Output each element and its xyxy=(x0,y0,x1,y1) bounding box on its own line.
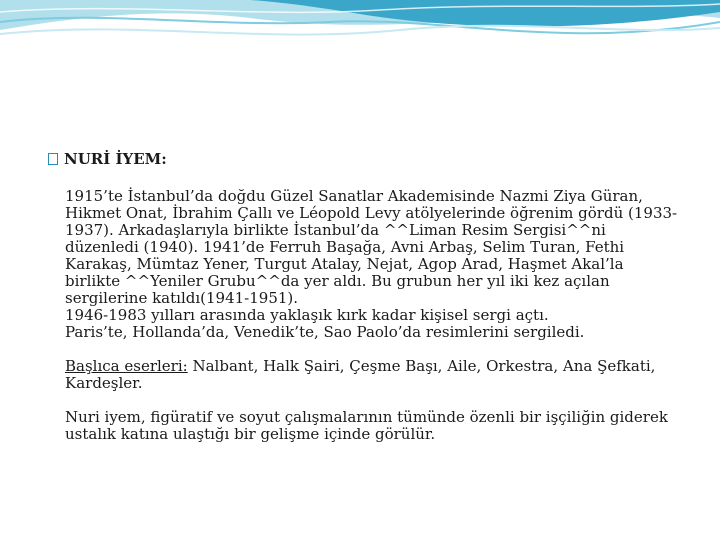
major-works-list: Nalbant, Halk Şairi, Çeşme Başı, Aile, Orkestra, Ana Şefkati, Kardeşler. xyxy=(65,357,656,392)
exhibitions-count-line: 1946-1983 yılları arasında yaklaşık kırk kadar kişisel sergi açtı. xyxy=(65,306,549,324)
major-works-paragraph xyxy=(65,358,678,392)
heading-row xyxy=(48,150,678,168)
body-text xyxy=(65,188,678,443)
square-bullet-icon xyxy=(48,153,58,165)
style-summary-paragraph: Nuri iyem, figüratif ve soyut çalışmalarının tümünde özenli bir işçiliğin giderek ustalık katına ulaştığı bir gelişme içinde görülür. xyxy=(65,408,668,443)
decorative-wave-banner xyxy=(0,0,720,80)
slide-heading: NURİ İYEM: xyxy=(64,150,167,168)
major-works-label: Başlıca eserleri: xyxy=(65,357,188,375)
biography-paragraph: 1915’te İstanbul’da doğdu Güzel Sanatlar Akademisinde Nazmi Ziya Güran, Hikmet Onat, İbrahim Çallı ve Léopold Levy atölyelerinde öğrenim gördü (1933-1937). Arkadaşlarıyla birlikte İstanbul’da ^^Liman Resim Sergisi^^ni düzenledi (1940). 1941’de Ferruh Başağa, Avni Arbaş, Selim Turan, Fethi Karakaş, Mümtaz Yener, Turgut Atalay, Nejat, Agop Arad, Haşmet Akal’la birlikte ^^Yeniler Grubu^^da yer aldı. Bu grubun her yıl iki kez açılan sergilerine katıldı(1941-1951). xyxy=(65,187,678,307)
international-exhibitions-line: Paris’te, Hollanda’da, Venedik’te, Sao Paolo’da resimlerini sergiledi. xyxy=(65,323,585,341)
slide-content xyxy=(48,150,678,443)
